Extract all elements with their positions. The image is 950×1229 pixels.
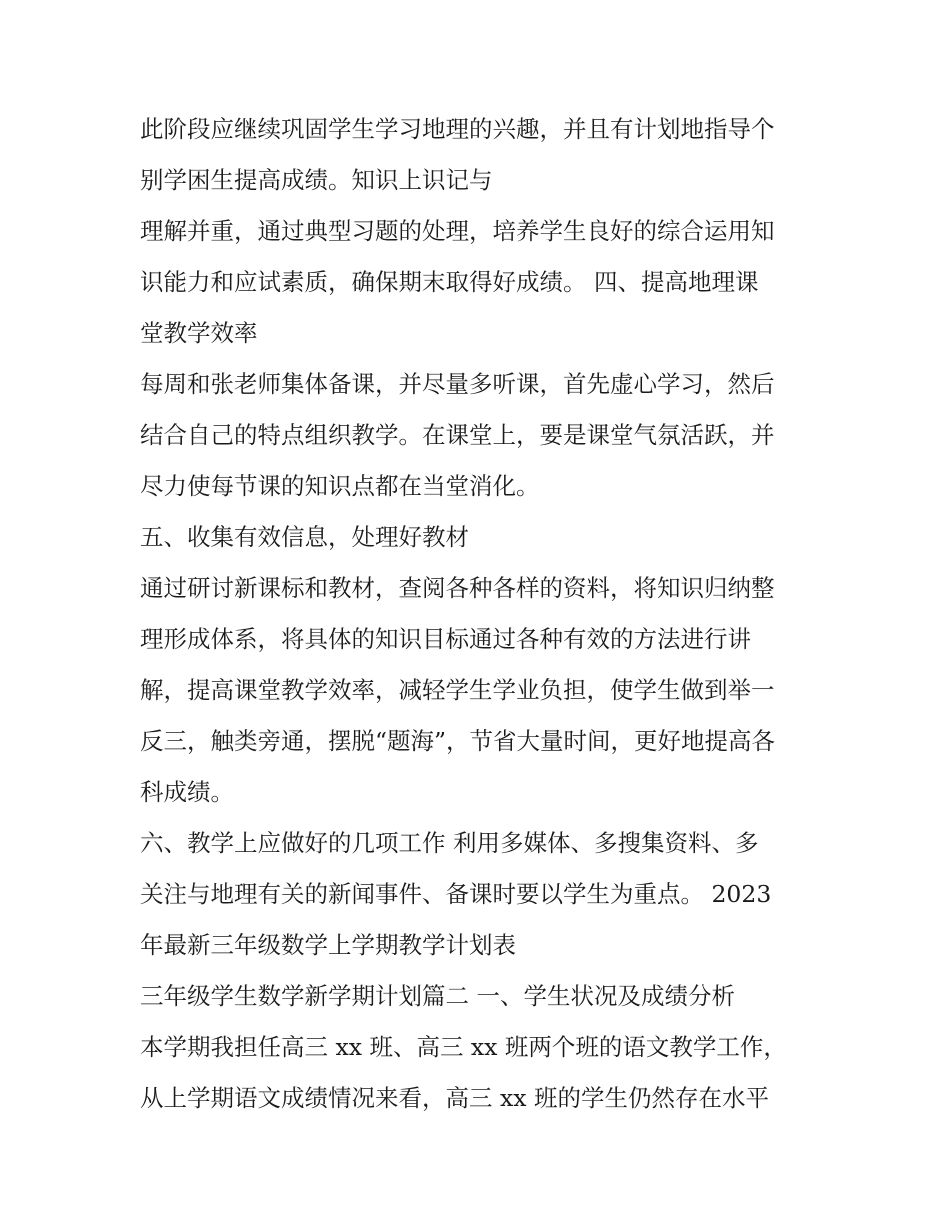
- text-line: 结合自己的特点组织教学。在课堂上，要是课堂气氛活跃，并: [140, 421, 775, 449]
- text-line: 尽力使每节课的知识点都在当堂消化。: [140, 472, 540, 500]
- text-line: 通过研讨新课标和教材，查阅各种各样的资料，将知识归纳整: [140, 574, 775, 602]
- text-line: 理形成体系，将具体的知识目标通过各种有效的方法进行讲: [140, 625, 751, 653]
- text-line: 理解并重，通过典型习题的处理，培养学生良好的综合运用知: [140, 217, 775, 245]
- text-line: 每周和张老师集体备课，并尽量多听课，首先虚心学习，然后: [140, 370, 775, 398]
- section-heading: 五、收集有效信息，处理好教材: [140, 523, 469, 551]
- section-heading: 六、教学上应做好的几项工作 利用多媒体、多搜集资料、多: [140, 829, 759, 857]
- text-line: 堂教学效率: [140, 319, 258, 347]
- text-line: 解，提高课堂教学效率，减轻学生学业负担，使学生做到举一: [140, 676, 775, 704]
- section-heading: 三年级学生数学新学期计划篇二 一、学生状况及成绩分析: [140, 982, 735, 1010]
- text-line: 识能力和应试素质，确保期末取得好成绩。 四、提高地理课: [140, 268, 759, 296]
- text-line: 关注与地理有关的新闻事件、备课时要以学生为重点。 2023: [140, 880, 772, 908]
- text-line: 本学期我担任高三 xx 班、高三 xx 班两个班的语文教学工作，: [140, 1033, 787, 1061]
- text-line: 从上学期语文成绩情况来看，高三 xx 班的学生仍然存在水平: [140, 1084, 769, 1112]
- text-line: 反三，触类旁通，摆脱“题海”，节省大量时间，更好地提高各: [140, 727, 776, 755]
- text-line: 此阶段应继续巩固学生学习地理的兴趣，并且有计划地指导个: [140, 115, 775, 143]
- text-line: 科成绩。: [140, 778, 234, 806]
- body-text: [140, 104, 820, 1124]
- text-line: 别学困生提高成绩。知识上识记与: [140, 166, 493, 194]
- document-title: 年最新三年级数学上学期教学计划表: [140, 931, 516, 959]
